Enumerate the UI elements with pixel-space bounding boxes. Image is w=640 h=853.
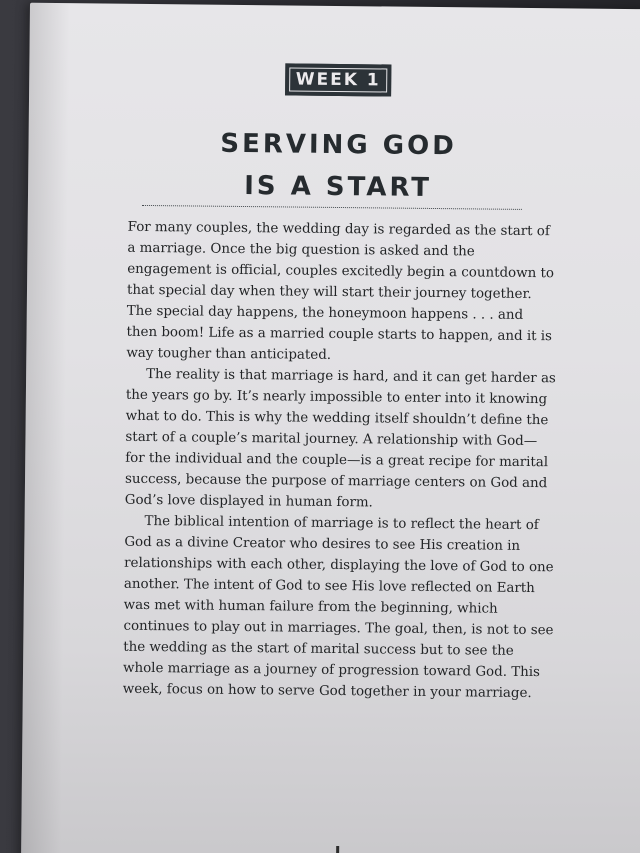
page-shadow: [21, 3, 70, 853]
book-page: [21, 3, 640, 853]
chapter-title: [178, 122, 499, 209]
paragraph-2: The reality is that marriage is hard, and it can get harder as the years go by. It’s nearly impossible to enter into it knowing what to do. This is why the wedding itself shouldn’t define the start of a couple’s marital journey. A relationship with God—for the individual and the couple—is a great recipe for marital success, because the purpose of marriage centers on God and God’s love displayed in human form.: [124, 366, 556, 511]
page-number-mark: [336, 846, 339, 853]
paragraph-3: The biblical intention of marriage is to reflect the heart of God as a divine Creator who desires to see His creation in relationships with each other, displaying the love of God to one another. The intent of God to see His love reflected on Earth was met with human failure from the beginning, which continues to play out in marriages. The goal, then, is not to see the wedding as the start of marital success but to see the whole marriage as a journey of progression toward God. This week, focus on how to serve God together in your marriage.: [122, 513, 554, 702]
paragraph-1: For many couples, the wedding day is regarded as the start of a marriage. Once the big question is asked and the engagement is official, couples excitedly begin a countdown to that special day when they will start their journey together. The special day happens, the honeymoon happens . . . and then boom! Life as a married couple starts to happen, and it is way tougher than anticipated.: [126, 219, 555, 363]
chapter-title-line-1: SERVING GOD: [220, 128, 457, 162]
week-badge: [285, 63, 391, 96]
week-badge-label: WEEK 1: [289, 67, 387, 92]
body-text: [123, 217, 558, 704]
chapter-title-line-2: IS A START: [244, 171, 433, 203]
